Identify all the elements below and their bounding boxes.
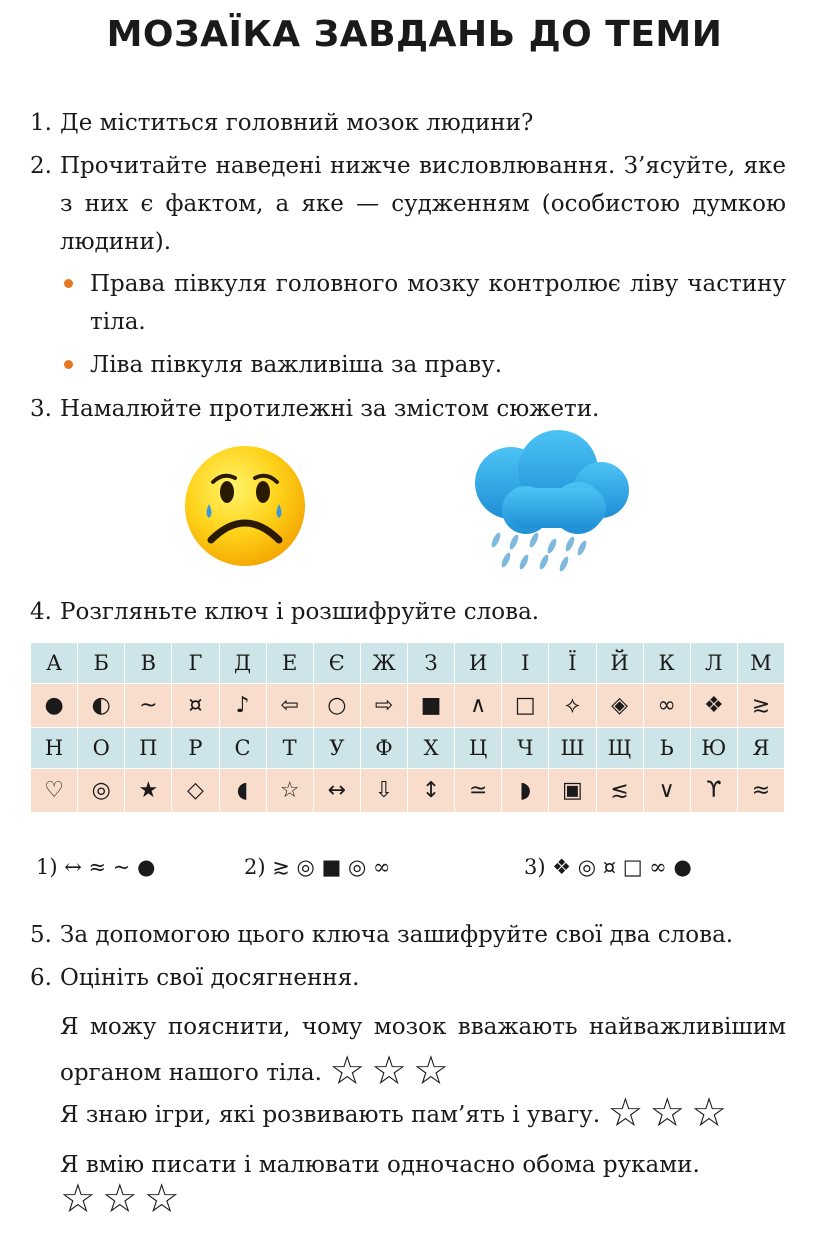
key-symbol-cell: ⇦ — [266, 684, 313, 728]
key-symbol-cell: ● — [31, 684, 78, 728]
key-symbol-cell: ◐ — [78, 684, 125, 728]
key-letter-cell: Х — [408, 728, 455, 769]
key-symbol-cell: ☆ — [266, 769, 313, 813]
key-letter-cell: Т — [266, 728, 313, 769]
key-letter-cell: Б — [78, 643, 125, 684]
key-letter-cell: А — [31, 643, 78, 684]
task-3-code: ❖ ◎ ¤ □ ∞ ● — [552, 855, 692, 879]
key-letter-cell: Д — [219, 643, 266, 684]
page-title: МОЗАЇКА ЗАВДАНЬ ДО ТЕМИ — [106, 14, 723, 55]
question-1-text: Де міститься головний мозок людини? — [60, 110, 534, 136]
rain-cloud-icon — [466, 428, 634, 576]
self-assessment-3-stars-line — [60, 1176, 186, 1222]
key-symbols-row-1 — [31, 684, 785, 728]
question-2-number: 2. — [30, 153, 52, 179]
key-symbol-cell: ◗ — [502, 769, 549, 813]
key-letter-cell: Г — [172, 643, 219, 684]
task-3-label: 3) — [524, 855, 546, 879]
key-letter-cell: І — [502, 643, 549, 684]
key-symbol-cell: ↕ — [408, 769, 455, 813]
self-assessment-1 — [60, 1005, 786, 1095]
self-assessment-1-stars[interactable]: ☆☆☆ — [329, 1048, 455, 1094]
question-3-number: 3. — [30, 396, 52, 422]
key-symbol-cell: ⟡ — [549, 684, 596, 728]
key-letter-cell: С — [219, 728, 266, 769]
key-symbol-cell: ≃ — [455, 769, 502, 813]
key-symbol-cell: ◈ — [596, 684, 643, 728]
key-letter-cell: Ш — [549, 728, 596, 769]
task-3 — [524, 848, 692, 886]
key-letter-cell: Я — [737, 728, 784, 769]
key-symbol-cell: ⇨ — [360, 684, 407, 728]
task-2 — [244, 848, 391, 886]
key-letters-row-2 — [31, 728, 785, 769]
task-2-code: ≳ ◎ ■ ◎ ∞ — [272, 855, 391, 879]
question-5-number: 5. — [30, 922, 52, 948]
self-assessment-2-text: Я знаю ігри, які розвивають пам’ять і увагу. — [60, 1102, 601, 1128]
self-assessment-3-text: Я вмію писати і малювати одночасно обома руками. — [60, 1152, 700, 1178]
key-letter-cell: И — [455, 643, 502, 684]
question-2-bullet-2: Ліва півкуля важливіша за праву. — [90, 352, 503, 378]
key-letter-cell: Є — [313, 643, 360, 684]
self-assessment-3-stars[interactable]: ☆☆☆ — [60, 1176, 186, 1222]
task-1-code: ↔ ≈ ~ ● — [64, 855, 156, 879]
key-letter-cell: Щ — [596, 728, 643, 769]
task-2-label: 2) — [244, 855, 266, 879]
cipher-key-table — [30, 642, 785, 813]
key-letter-cell: М — [737, 643, 784, 684]
key-letter-cell: Л — [690, 643, 737, 684]
key-letter-cell: Й — [596, 643, 643, 684]
key-letter-cell: Е — [266, 643, 313, 684]
key-symbol-cell: ϒ — [690, 769, 737, 813]
crying-smiley-icon — [183, 444, 307, 568]
task-1 — [36, 848, 155, 886]
key-symbol-cell: ♡ — [31, 769, 78, 813]
key-symbol-cell: ∧ — [455, 684, 502, 728]
key-letter-cell: Н — [31, 728, 78, 769]
key-symbol-cell: ▣ — [549, 769, 596, 813]
key-letter-cell: Ц — [455, 728, 502, 769]
key-symbol-cell: ∞ — [643, 684, 690, 728]
key-symbol-cell: ⇩ — [360, 769, 407, 813]
key-symbol-cell: ≈ — [737, 769, 784, 813]
question-4-text: Розгляньте ключ і розшифруйте слова. — [60, 599, 540, 625]
key-symbol-cell: ■ — [408, 684, 455, 728]
key-symbol-cell: ◇ — [172, 769, 219, 813]
question-6-number: 6. — [30, 965, 52, 991]
key-letter-cell: Р — [172, 728, 219, 769]
key-letter-cell: О — [78, 728, 125, 769]
self-assessment-2-stars[interactable]: ☆☆☆ — [607, 1090, 734, 1136]
key-symbols-row-2 — [31, 769, 785, 813]
question-5-text: За допомогою цього ключа зашифруйте свої два слова. — [60, 922, 734, 948]
key-symbol-cell: ★ — [125, 769, 172, 813]
bullet-dot-1 — [64, 279, 73, 288]
key-letter-cell: К — [643, 643, 690, 684]
task-1-label: 1) — [36, 855, 58, 879]
key-symbol-cell: ◖ — [219, 769, 266, 813]
key-letter-cell: З — [408, 643, 455, 684]
key-symbol-cell: ∨ — [643, 769, 690, 813]
key-letter-cell: В — [125, 643, 172, 684]
question-2-bullet-1: Права півкуля головного мозку контролює ліву частину тіла. — [90, 271, 786, 335]
key-symbol-cell: ↔ — [313, 769, 360, 813]
key-letter-cell: Ж — [360, 643, 407, 684]
self-assessment-2 — [60, 1090, 734, 1136]
question-4-number: 4. — [30, 599, 52, 625]
question-1-number: 1. — [30, 110, 52, 136]
self-assessment-1-text: Я можу пояснити, чому мозок вважають найважливішим органом нашого тіла. — [60, 1014, 786, 1086]
key-letter-cell: У — [313, 728, 360, 769]
question-3-text: Намалюйте протилежні за змістом сюжети. — [60, 396, 600, 422]
bullet-dot-2 — [64, 360, 73, 369]
key-letter-cell: Ї — [549, 643, 596, 684]
key-symbol-cell: ◎ — [78, 769, 125, 813]
question-2-text: Прочитайте наведені нижче висловлювання. З’ясуйте, яке з них є фактом, а яке — судженням (особистою думкою людини). — [60, 153, 786, 255]
key-symbol-cell: □ — [502, 684, 549, 728]
key-symbol-cell: ○ — [313, 684, 360, 728]
key-symbol-cell: ≲ — [596, 769, 643, 813]
key-symbol-cell: ¤ — [172, 684, 219, 728]
key-letter-cell: П — [125, 728, 172, 769]
key-symbol-cell: ❖ — [690, 684, 737, 728]
key-symbol-cell: ≳ — [737, 684, 784, 728]
key-letter-cell: Ч — [502, 728, 549, 769]
key-letter-cell: Ф — [360, 728, 407, 769]
key-letter-cell: Ю — [690, 728, 737, 769]
key-letter-cell: Ь — [643, 728, 690, 769]
key-symbol-cell: ♪ — [219, 684, 266, 728]
key-symbol-cell: ~ — [125, 684, 172, 728]
question-6-text: Оцініть свої досягнення. — [60, 965, 360, 991]
key-letters-row-1 — [31, 643, 785, 684]
